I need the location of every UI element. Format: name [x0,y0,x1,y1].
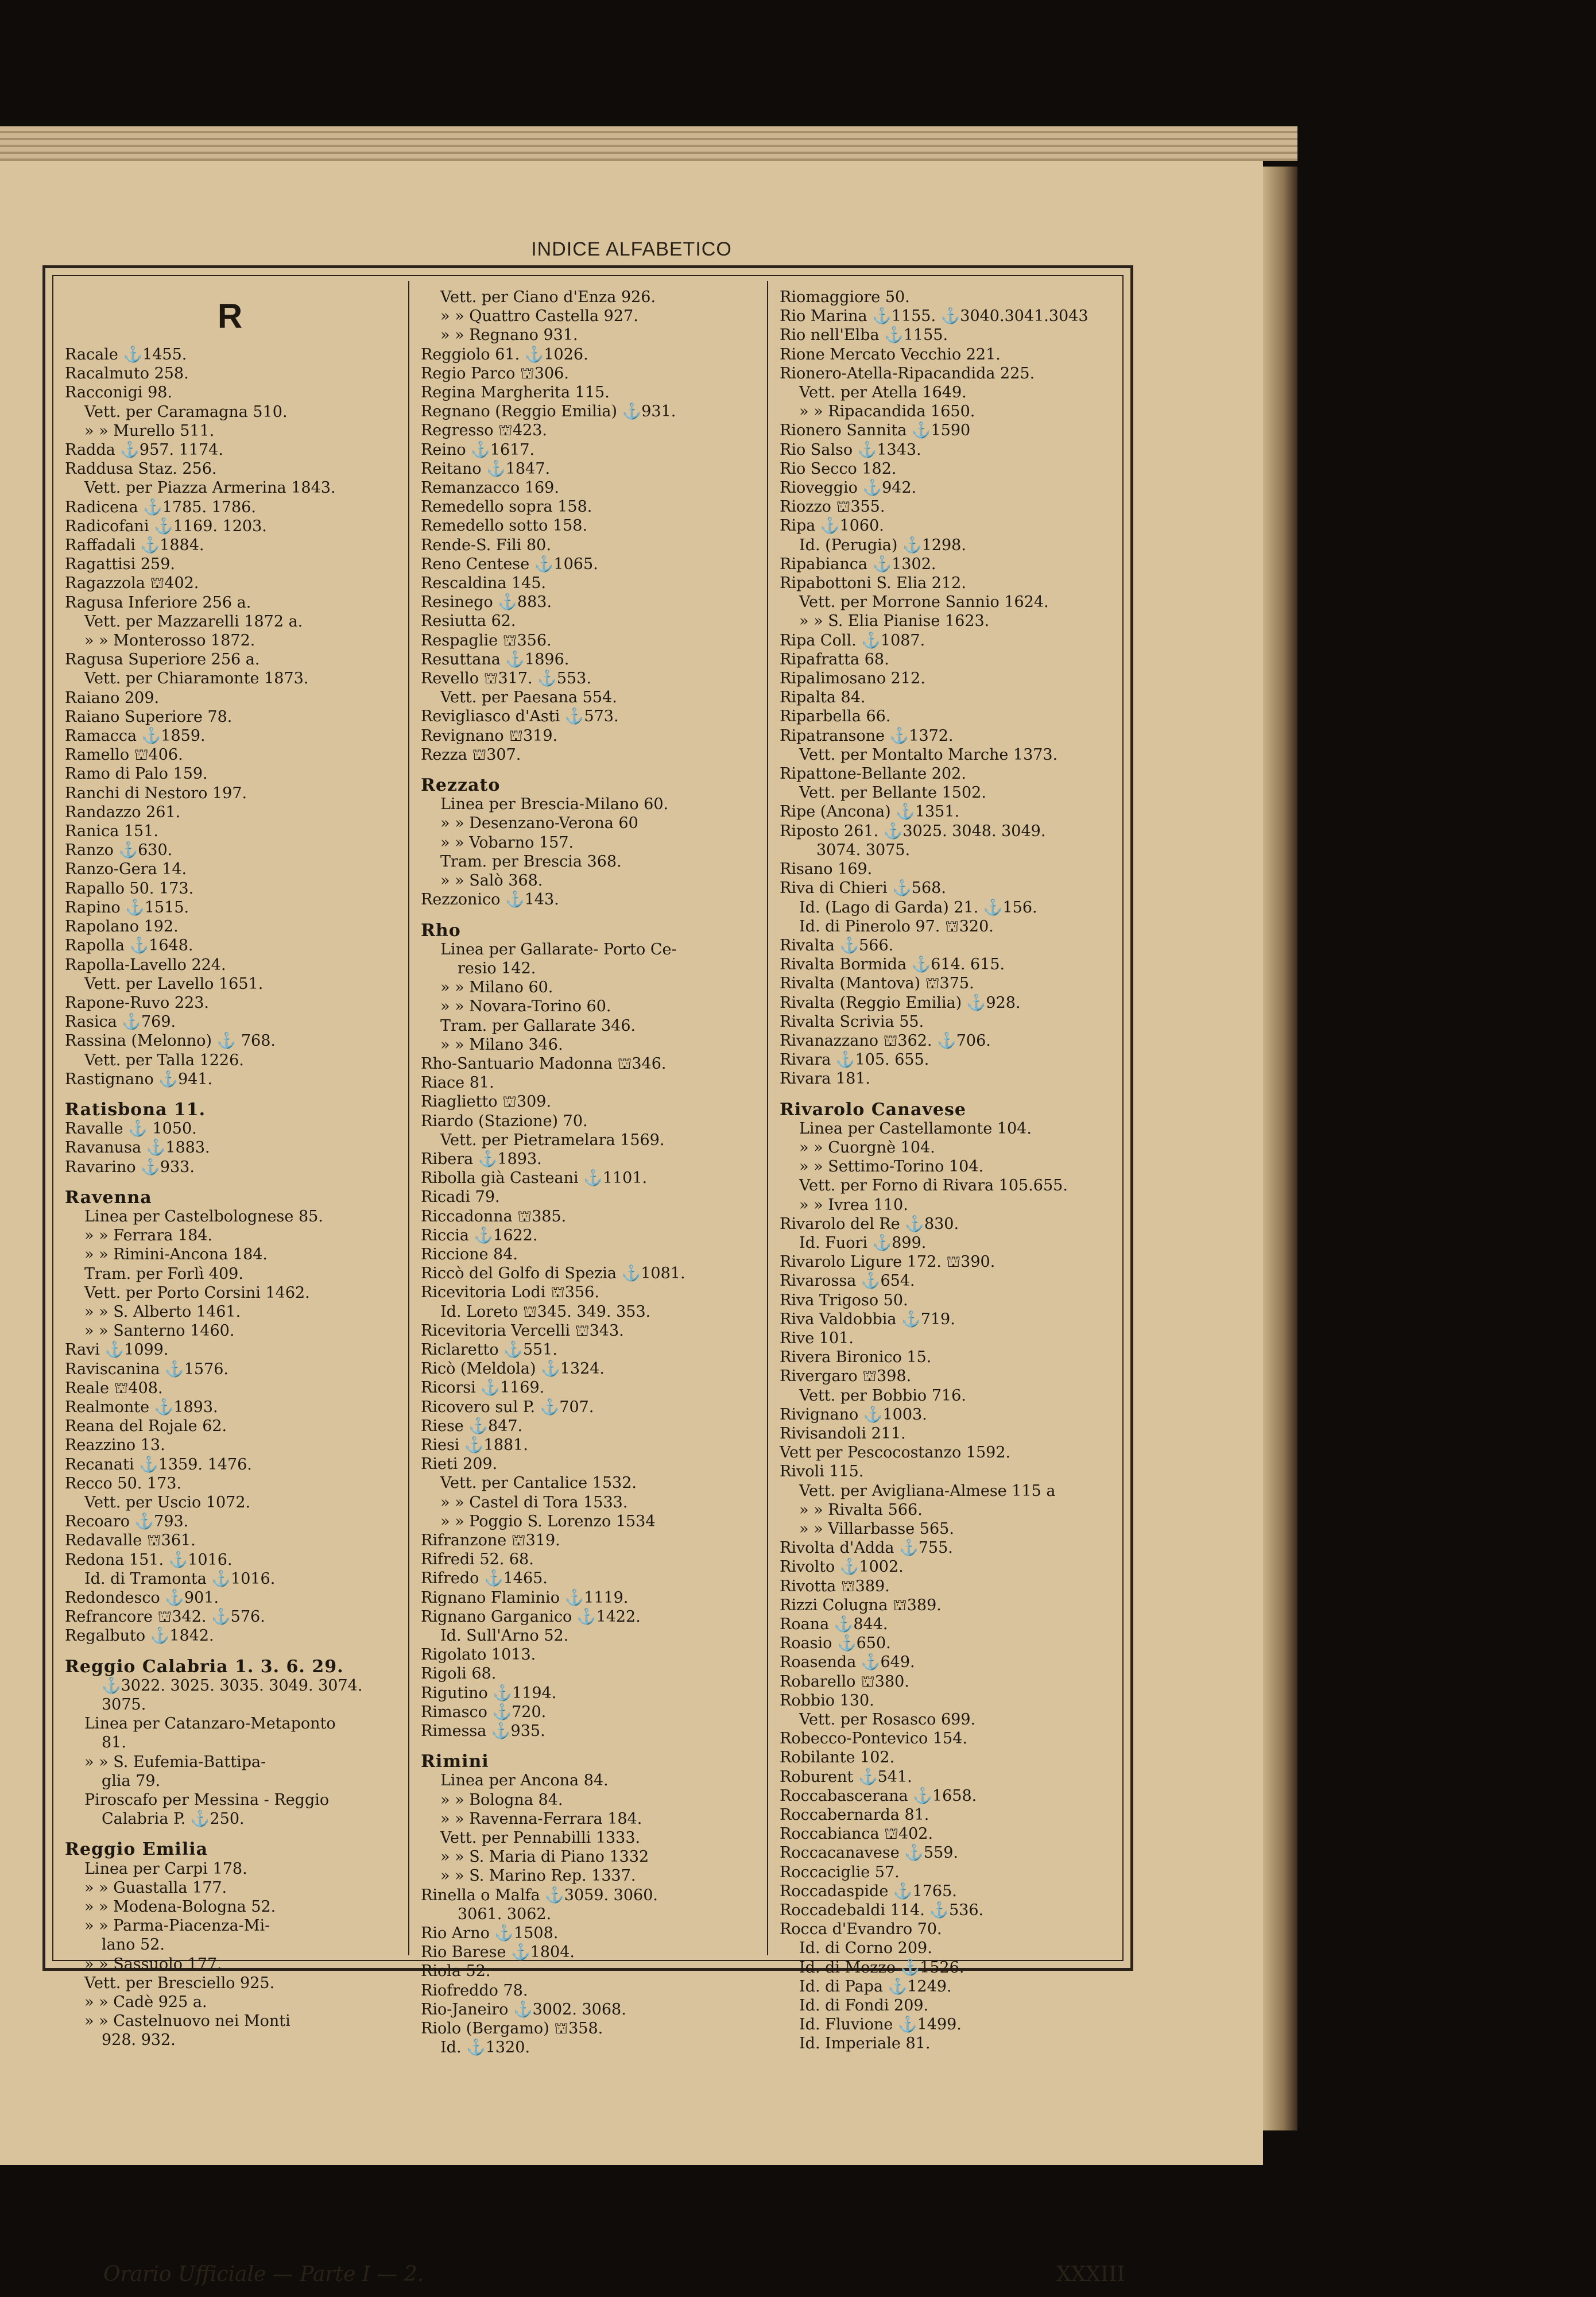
index-entry: Rivanazzano ⛫362. ⚓706. [780,1031,991,1050]
index-entry: Raiano 209. [65,689,160,707]
index-entry: Vett. per Mazzarelli 1872 a. [84,612,303,631]
index-entry: Regina Margherita 115. [421,384,610,402]
index-entry: Roccaciglie 57. [780,1863,900,1881]
index-entry: Revignano ⛫319. [421,726,558,745]
index-entry: Rivalta Scrivia 55. [780,1012,924,1031]
index-entry: Ravi ⚓1099. [65,1341,169,1359]
index-entry: » » Settimo-Torino 104. [799,1158,984,1176]
index-entry: Id. di Pinerolo 97. ⛫320. [799,917,994,935]
page-content [0,144,1263,2286]
index-entry: Realmonte ⚓1893. [65,1398,218,1416]
index-entry: Ramacca ⚓1859. [65,727,206,745]
index-entry: Roasio ⚓650. [780,1634,891,1653]
index-entry: Riaglietto ⛫309. [421,1093,552,1111]
index-entry: Regresso ⛫423. [421,421,547,440]
index-entry: Ragazzola ⛫402. [65,574,199,593]
page-stack-side-edge [1263,167,1297,2130]
index-entry: » » Desenzano-Verona 60 [440,814,638,833]
index-entry: » » Guastalla 177. [84,1878,227,1897]
index-entry: Rione Mercato Vecchio 221. [780,345,1001,364]
index-entry: Reno Centese ⚓1065. [421,555,598,573]
index-entry: Id. di Fondi 209. [799,1997,929,2015]
index-entry: Vett. per Chiaramonte 1873. [84,670,309,688]
index-entry: Riomaggiore 50. [780,288,910,306]
index-entry: Recco 50. 173. [65,1474,182,1492]
index-entry: Riparbella 66. [780,707,891,726]
index-entry: Vett. per Bellante 1502. [799,784,986,802]
index-entry: Ripabianca ⚓1302. [780,555,936,573]
index-entry: Vett. per Forno di Rivara 105.655. [799,1177,1068,1195]
index-entry: Rivara 181. [780,1070,871,1088]
index-entry: ⚓3022. 3025. 3035. 3049. 3074. [102,1676,363,1695]
index-entry: Ripabottoni S. Elia 212. [780,574,966,593]
index-entry: Rionero Sannita ⚓1590 [780,421,971,440]
index-entry: » » Ferrara 184. [84,1227,213,1245]
index-entry: Ranchi di Nestoro 197. [65,784,247,802]
index-entry: Redona 151. ⚓1016. [65,1550,233,1569]
index-entry: » » Murello 511. [84,421,215,440]
index-entry: Rezzato [421,775,501,796]
index-entry: Id. di Mezzo ⚓1526. [799,1958,964,1977]
index-entry: » » Santerno 1460. [84,1322,235,1340]
index-entries [65,345,395,2050]
index-entry: Racale ⚓1455. [65,346,187,364]
index-entry: Rivolto ⚓1002. [780,1558,904,1576]
index-entry: Rio Salso ⚓1343. [780,440,921,459]
index-entry: Rivara ⚓105. 655. [780,1051,929,1069]
index-entry: Rio Secco 182. [780,459,897,478]
index-entry: Linea per Catanzaro-Metaponto [84,1715,336,1733]
index-entry: Reggio Emilia [65,1839,208,1860]
index-entry: Roccabascerana ⚓1658. [780,1786,977,1805]
index-entry: Id. (Lago di Garda) 21. ⚓156. [799,898,1037,917]
index-entry: Id. Sull'Arno 52. [440,1627,569,1645]
index-entry: Vett. per Porto Corsini 1462. [84,1283,310,1302]
index-entry: Linea per Brescia-Milano 60. [440,795,669,814]
index-entry: Linea per Castelbolognese 85. [84,1207,323,1225]
index-entry: Riofreddo 78. [421,1981,528,2000]
index-entry: Ripe (Ancona) ⚓1351. [780,803,960,821]
index-entry: Regnano (Reggio Emilia) ⚓931. [421,403,676,421]
index-entry: Reggiolo 61. ⚓1026. [421,345,588,364]
running-head: INDICE ALFABETICO [531,238,732,260]
index-entry: » » Milano 60. [440,979,553,997]
index-entry: Ricadi 79. [421,1188,500,1206]
entry-spacer [65,1089,395,1100]
index-column-2 [421,288,754,2057]
index-entry: 3075. [102,1696,146,1714]
index-entry: Ragusa Superiore 256 a. [65,651,260,669]
index-entry: Rifredi 52. 68. [421,1550,534,1569]
index-entry: Vett. per Lavello 1651. [84,975,264,993]
index-entry: Rivera Bironico 15. [780,1348,932,1367]
index-entry: Vett. per Talla 1226. [84,1051,244,1069]
index-entry: » » Novara-Torino 60. [440,997,611,1016]
index-entry: Ricorsi ⚓1169. [421,1379,545,1397]
index-entry: 81. [102,1734,126,1752]
index-entry: Roana ⚓844. [780,1615,888,1634]
index-entry: » » Milano 346. [440,1035,563,1054]
index-entry: Ravenna [65,1187,152,1208]
index-entry: Rivignano ⚓1003. [780,1405,927,1424]
index-entry: Rapolano 192. [65,918,179,936]
index-entry: Riesi ⚓1881. [421,1436,528,1454]
index-entry: Riccia ⚓1622. [421,1226,538,1244]
index-entry: » » Quattro Castella 927. [440,307,638,326]
index-entry: Ricovero sul P. ⚓707. [421,1398,594,1416]
index-entry: Riese ⚓847. [421,1417,523,1435]
index-entry: Rapolla-Lavello 224. [65,956,226,974]
index-entry: Rizzi Colugna ⛫389. [780,1596,942,1614]
index-entry: Rieti 209. [421,1455,498,1474]
index-entry: Rio Arno ⚓1508. [421,1924,559,1943]
index-entry: Regalbuto ⚓1842. [65,1627,214,1645]
entry-spacer [421,910,754,921]
index-entry: Ravanusa ⚓1883. [65,1139,210,1157]
index-entry: Redondesco ⚓901. [65,1589,219,1607]
index-entry: Ripa Coll. ⚓1087. [780,631,925,649]
index-entry: Ravalle ⚓ 1050. [65,1120,197,1138]
index-entry: Vett. per Montalto Marche 1373. [799,745,1058,764]
index-entry: Ripalimosano 212. [780,670,925,688]
index-entry: Rivarolo del Re ⚓830. [780,1215,959,1233]
index-entry: Vett. per Cantalice 1532. [440,1474,637,1492]
column-divider [767,281,768,1955]
index-entry: Riardo (Stazione) 70. [421,1112,588,1130]
index-entry: Rapolla ⚓1648. [65,937,193,955]
index-entry: Recoaro ⚓793. [65,1513,189,1531]
index-entry: Id. di Corno 209. [799,1939,932,1958]
index-entry: Ribera ⚓1893. [421,1150,542,1168]
index-entry: Rioveggio ⚓942. [780,479,917,497]
index-entry: 928. 932. [102,2031,176,2049]
index-entry: Roccacanavese ⚓559. [780,1844,959,1862]
index-entry: Rho [421,920,461,941]
index-entry: Rio nell'Elba ⚓1155. [780,326,948,345]
index-entry: Resiutta 62. [421,612,516,631]
index-entry: Rapino ⚓1515. [65,898,189,917]
index-entry: Id. di Tramonta ⚓1016. [84,1569,276,1588]
index-entry: Rocca d'Evandro 70. [780,1920,942,1939]
index-entry: Rivarossa ⚓654. [780,1272,915,1290]
index-entry: Reale ⛫408. [65,1379,163,1397]
index-entry: Ragusa Inferiore 256 a. [65,593,251,612]
index-entry: Riccione 84. [421,1245,518,1263]
index-entry: Vett. per Avigliana-Almese 115 a [799,1482,1056,1500]
index-entry: Refrancore ⛫342. ⚓576. [65,1608,265,1626]
index-entry: Id. Fluvione ⚓1499. [799,2016,962,2034]
index-entry: Regio Parco ⛫306. [421,364,569,382]
index-entry: Reazzino 13. [65,1436,165,1455]
index-entry: Rio-Janeiro ⚓3002. 3068. [421,2000,626,2018]
index-entry: Robarello ⛫380. [780,1672,909,1691]
index-entry: Riva Valdobbia ⚓719. [780,1310,955,1328]
index-entry: Respaglie ⛫356. [421,631,552,649]
index-entry: Rho-Santuario Madonna ⛫346. [421,1054,667,1073]
index-column-3 [780,288,1113,2053]
index-entry: Robbio 130. [780,1691,874,1710]
index-entry: Id. di Papa ⚓1249. [799,1977,952,1996]
index-entry: Riozzo ⛫355. [780,498,885,516]
index-entry: 3061. 3062. [458,1905,552,1923]
index-entry: » » Salò 368. [440,872,543,890]
index-entry: Rivoli 115. [780,1463,864,1481]
index-frame [42,265,1133,2057]
index-entry: » » Rivalta 566. [799,1501,923,1519]
index-entry: Id. (Perugia) ⚓1298. [799,536,966,554]
index-entry: » » Ravenna-Ferrara 184. [440,1809,642,1828]
index-entry: Roburent ⚓541. [780,1768,912,1786]
index-entry: Revigliasco d'Asti ⚓573. [421,707,619,726]
entry-spacer [780,1089,1113,1100]
index-entry: Riposto 261. ⚓3025. 3048. 3049. [780,822,1046,840]
index-entry: » » Monterosso 1872. [84,632,255,650]
index-entry: » » Regnano 931. [440,326,578,345]
index-entry: Vett. per Morrone Sannio 1624. [799,593,1049,612]
index-entry: » » Castel di Tora 1533. [440,1493,628,1511]
index-entry: Rapone-Ruvo 223. [65,993,210,1012]
index-entry: » » S. Eufemia-Battipa- [84,1753,266,1771]
index-entry: Vett. per Pennabilli 1333. [440,1829,641,1847]
index-entry: Radicofani ⚓1169. 1203. [65,517,267,535]
index-entry: Roasenda ⚓649. [780,1653,915,1672]
index-entry: Vett. per Piazza Armerina 1843. [84,479,336,497]
index-entry: Roccabianca ⛫402. [780,1825,933,1843]
index-entry: » » Parma-Piacenza-Mi- [84,1917,270,1935]
index-entry: Id. Loreto ⛫345. 349. 353. [440,1302,651,1321]
index-entry: Vett per Pescocostanzo 1592. [780,1444,1011,1462]
index-entry: Ranica 151. [65,822,158,841]
index-entry: Rigoli 68. [421,1665,497,1683]
index-entry: Radda ⚓957. 1174. [65,441,223,459]
index-entry: Raffadali ⚓1884. [65,536,204,555]
index-entry: Vett. per Uscio 1072. [84,1493,251,1511]
index-entry: Ripattone-Bellante 202. [780,765,966,783]
index-entry: Reana del Rojale 62. [65,1417,227,1436]
index-entry: Rastignano ⚓941. [65,1070,213,1088]
index-entry: Ravarino ⚓933. [65,1158,195,1176]
index-entry: Reggio Calabria 1. 3. 6. 29. [65,1656,344,1677]
index-entry: Rigolato 1013. [421,1646,536,1664]
index-entry: Riva Trigoso 50. [780,1291,908,1309]
index-entry: Radicena ⚓1785. 1786. [65,498,256,516]
index-entry: » » Ivrea 110. [799,1196,908,1214]
index-entry: » » S. Alberto 1461. [84,1302,241,1321]
index-entry: » » Poggio S. Lorenzo 1534 [440,1512,656,1530]
index-entry: Rivalta (Mantova) ⛫375. [780,975,974,993]
index-entry: Racalmuto 258. [65,365,189,383]
index-entry: Randazzo 261. [65,803,181,821]
index-entry: Roccadebaldi 114. ⚓536. [780,1901,984,1920]
index-entry: Rivisandoli 211. [780,1424,906,1443]
index-entry: Rionero-Atella-Ripacandida 225. [780,364,1035,382]
index-entry: » » Cuorgnè 104. [799,1138,935,1157]
index-entry: » » S. Maria di Piano 1332 [440,1848,649,1866]
index-entry: Tram. per Brescia 368. [440,852,622,871]
index-entry: Roccabernarda 81. [780,1806,929,1824]
index-column-1 [65,288,395,2049]
index-entry: Ricevitoria Vercelli ⛫343. [421,1321,624,1340]
index-entry: Rezza ⛫307. [421,745,521,764]
index-entry: Vett. per Bobbio 716. [799,1386,966,1405]
index-entry: Vett. per Ciano d'Enza 926. [440,288,656,306]
index-entry: » » Bologna 84. [440,1791,563,1809]
index-entry: Ripa ⚓1060. [780,517,884,535]
index-entry: Riccadonna ⛫385. [421,1207,567,1225]
index-entry: Ricevitoria Lodi ⛫356. [421,1283,599,1302]
index-entry: Robilante 102. [780,1749,895,1767]
index-entry: Vett. per Atella 1649. [799,384,967,402]
index-entry: Resuttana ⚓1896. [421,650,570,668]
index-entry: glia 79. [102,1772,161,1790]
index-entry: Ricò (Meldola) ⚓1324. [421,1360,605,1378]
index-entry: Id. Fuori ⚓899. [799,1233,927,1252]
entry-spacer [65,1646,395,1657]
index-entry: Rescaldina 145. [421,574,547,593]
index-entry: » » Villarbasse 565. [799,1520,954,1538]
index-entry: Rivalta ⚓566. [780,936,894,954]
index-entry: » » Modena-Bologna 52. [84,1898,276,1916]
index-entry: Rifredo ⚓1465. [421,1569,548,1588]
index-entry: Rigutino ⚓1194. [421,1684,557,1702]
index-entry: » » S. Marino Rep. 1337. [440,1867,636,1885]
index-entry: Ranzo ⚓630. [65,841,173,860]
index-entry: Raddusa Staz. 256. [65,460,217,478]
index-entry: Rivarolo Ligure 172. ⛫390. [780,1253,995,1271]
index-entries [421,288,754,2057]
index-entry: » » Vobarno 157. [440,833,574,852]
index-entry: » » Sassuolo 177. [84,1955,222,1973]
index-entry: Riola 52. [421,1962,491,1981]
index-entry: Rivergaro ⛫398. [780,1367,912,1386]
index-entry: Tram. per Gallarate 346. [440,1016,636,1035]
index-entry: Ramello ⛫406. [65,746,183,764]
index-entry: Rignano Garganico ⚓1422. [421,1607,641,1626]
entry-spacer [65,1177,395,1188]
index-entry: Vett. per Paesana 554. [440,689,617,707]
index-entry: » » S. Elia Pianise 1623. [799,612,990,631]
index-entry: Risano 169. [780,860,873,879]
index-entry: Robecco-Pontevico 154. [780,1730,967,1748]
index-entries [780,288,1113,2054]
index-entry: Rimini [421,1751,489,1772]
section-letter: R [217,297,243,335]
index-entry: Riclaretto ⚓551. [421,1340,557,1359]
index-entry: Rive 101. [780,1329,854,1347]
footer-page-number: XXXIII [1056,2263,1125,2286]
entry-spacer [421,764,754,776]
index-entry: Racconigi 98. [65,384,173,402]
index-entry: » » Castelnuovo nei Monti [84,2012,290,2031]
index-entry: Tram. per Forlì 409. [84,1264,243,1283]
index-entry: Ripafratta 68. [780,650,889,668]
index-entry: Riva di Chieri ⚓568. [780,879,946,898]
index-entry: Rio Barese ⚓1804. [421,1943,575,1962]
index-entry: Redavalle ⛫361. [65,1532,196,1550]
index-entry: Vett. per Pietramelara 1569. [440,1131,665,1149]
index-entry: Rivarolo Canavese [780,1099,966,1120]
index-entry: Ripalta 84. [780,689,866,707]
index-entry: Roccadaspide ⚓1765. [780,1882,957,1900]
index-entry: Recanati ⚓1359. 1476. [65,1455,252,1474]
index-entry: Remedello sopra 158. [421,498,592,516]
index-entry: Revello ⛫317. ⚓553. [421,670,591,688]
index-entry: Rapallo 50. 173. [65,879,194,898]
index-entry: resio 142. [458,959,536,977]
entry-spacer [421,1741,754,1752]
index-entry: » » Ripacandida 1650. [799,403,975,421]
entry-spacer [65,1828,395,1840]
index-entry: Remedello sotto 158. [421,517,588,535]
column-divider [408,281,409,1955]
index-entry: Rezzonico ⚓143. [421,891,559,909]
index-entry: Rignano Flaminio ⚓1119. [421,1588,629,1607]
index-entry: lano 52. [102,1936,165,1954]
index-entry: Raiano Superiore 78. [65,707,233,726]
index-entry: Linea per Gallarate- Porto Ce- [440,940,677,958]
index-entry: Piroscafo per Messina - Reggio [84,1791,330,1809]
index-entry: Rassina (Melonno) ⚓ 768. [65,1032,276,1050]
index-entry: Rimasco ⚓720. [421,1703,547,1721]
index-entry: Rimessa ⚓935. [421,1722,545,1741]
index-entry: Rivotta ⛫389. [780,1577,890,1595]
index-entry: Vett. per Rosasco 699. [799,1711,976,1729]
index-entry: Rende-S. Fili 80. [421,536,551,554]
index-entry: Rifranzone ⛫319. [421,1532,560,1549]
index-entry: Riolo (Bergamo) ⛫358. [421,2020,603,2038]
footer-publication: Orario Ufficiale — Parte I — 2. [103,2263,424,2286]
index-entry: Remanzacco 169. [421,479,559,497]
index-entry: Riccò del Golfo di Spezia ⚓1081. [421,1264,685,1283]
index-entry: 3074. 3075. [816,841,911,859]
index-entry: Vett. per Caramagna 510. [84,403,288,421]
index-entry: » » Rimini-Ancona 184. [84,1246,268,1264]
index-entry: Raviscanina ⚓1576. [65,1360,229,1378]
index-entry: Rivolta d'Adda ⚓755. [780,1539,953,1557]
index-entry: Id. Imperiale 81. [799,2035,931,2053]
index-entry: Ragattisi 259. [65,555,175,574]
index-entry: Linea per Castellamonte 104. [799,1119,1032,1138]
index-entry: Ribolla già Casteani ⚓1101. [421,1169,648,1188]
index-entry: Rio Marina ⚓1155. ⚓3040.3041.3043 [780,307,1088,326]
index-entry: Rivalta Bormida ⚓614. 615. [780,956,1005,974]
index-entry: Ranzo-Gera 14. [65,860,187,879]
index-entry: Reino ⚓1617. [421,440,535,459]
index-entry: Riace 81. [421,1074,494,1092]
index-entry: Ramo di Palo 159. [65,765,208,783]
index-entry: Rinella o Malfa ⚓3059. 3060. [421,1886,658,1904]
index-entry: Id. ⚓1320. [440,2039,530,2057]
index-inner-frame [52,275,1124,2057]
index-entry: Reitano ⚓1847. [421,459,551,478]
index-entry: Rasica ⚓769. [65,1013,176,1031]
index-entry: » » Cadè 925 a. [84,1993,207,2012]
index-entry: Ratisbona 11. [65,1099,206,1120]
index-entry: Rivalta (Reggio Emilia) ⚓928. [780,993,1021,1012]
index-entry: Ripatransone ⚓1372. [780,726,954,745]
index-entry: Calabria P. ⚓250. [102,1810,245,1828]
index-entry: Linea per Ancona 84. [440,1772,609,1790]
index-entry: Linea per Carpi 178. [84,1859,247,1878]
index-entry: Vett. per Bresciello 925. [84,1974,275,1992]
index-entry: Resinego ⚓883. [421,593,552,612]
